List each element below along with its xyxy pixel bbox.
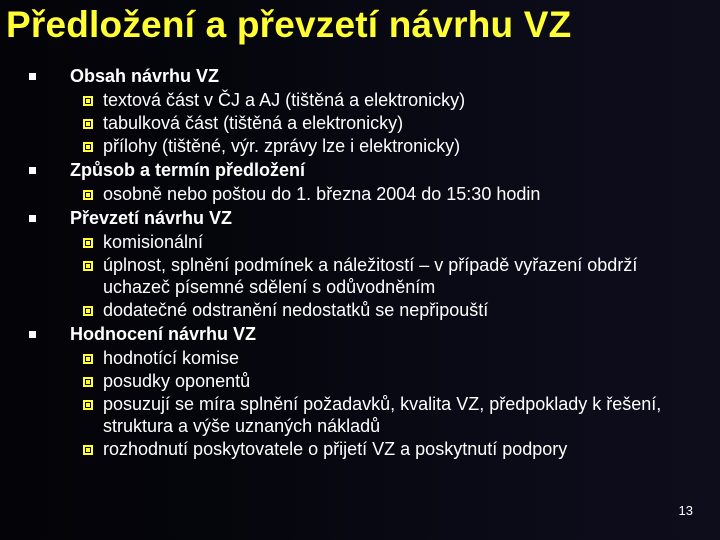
diamond-bullet-icon: [82, 304, 95, 317]
section-heading-label: Způsob a termín předložení: [70, 160, 306, 180]
section-heading-obsah: [0, 64, 720, 88]
list-item: [0, 254, 720, 298]
list-item: [0, 393, 720, 437]
page-number: 13: [678, 503, 693, 518]
section-heading-label: Hodnocení návrhu VZ: [70, 324, 257, 344]
section-heading-label: Převzetí návrhu VZ: [70, 208, 233, 228]
list-item: [0, 438, 720, 460]
list-item: [0, 112, 720, 134]
list-item: [0, 89, 720, 111]
list-item-text: posudky oponentů: [103, 371, 251, 391]
section-heading-zpusob: [0, 158, 720, 182]
slide-content: [0, 64, 720, 461]
section-heading-label: Obsah návrhu VZ: [70, 66, 220, 86]
list-item: [0, 135, 720, 157]
list-item-text: osobně nebo poštou do 1. března 2004 do 15:30 hodin: [103, 184, 541, 204]
list-item: [0, 299, 720, 321]
diamond-bullet-icon: [82, 140, 95, 153]
diamond-bullet-icon: [82, 398, 95, 411]
diamond-bullet-icon: [82, 259, 95, 272]
list-item-text: přílohy (tištěné, výr. zprávy lze i elektronicky): [103, 136, 461, 156]
diamond-bullet-icon: [82, 117, 95, 130]
square-bullet-icon: [29, 331, 36, 338]
list-item-text: tabulková část (tištěná a elektronicky): [103, 113, 404, 133]
diamond-bullet-icon: [82, 375, 95, 388]
section-heading-hodnoceni: [0, 322, 720, 346]
list-item-text: textová část v ČJ a AJ (tištěná a elektronicky): [103, 90, 466, 110]
diamond-bullet-icon: [82, 236, 95, 249]
list-item: [0, 231, 720, 253]
list-item-text: hodnotící komise: [103, 348, 240, 368]
list-item-text: rozhodnutí poskytovatele o přijetí VZ a poskytnutí podpory: [103, 439, 568, 459]
square-bullet-icon: [29, 73, 36, 80]
list-item-text: úplnost, splnění podmínek a náležitostí – v případě vyřazení obdrží uchazeč písemné sdělení s odůvodněním: [103, 255, 638, 297]
list-item: [0, 347, 720, 369]
square-bullet-icon: [29, 215, 36, 222]
list-item-text: posuzují se míra splnění požadavků, kvalita VZ, předpoklady k řešení, struktura a výše uznaných nákladů: [103, 394, 662, 436]
list-item: [0, 183, 720, 205]
slide-title: Předložení a převzetí návrhu VZ: [6, 4, 572, 45]
diamond-bullet-icon: [82, 188, 95, 201]
list-item: [0, 370, 720, 392]
diamond-bullet-icon: [82, 94, 95, 107]
square-bullet-icon: [29, 167, 36, 174]
diamond-bullet-icon: [82, 352, 95, 365]
section-heading-prevzeti: [0, 206, 720, 230]
diamond-bullet-icon: [82, 443, 95, 456]
list-item-text: dodatečné odstranění nedostatků se nepřipouští: [103, 300, 489, 320]
list-item-text: komisionální: [103, 232, 204, 252]
